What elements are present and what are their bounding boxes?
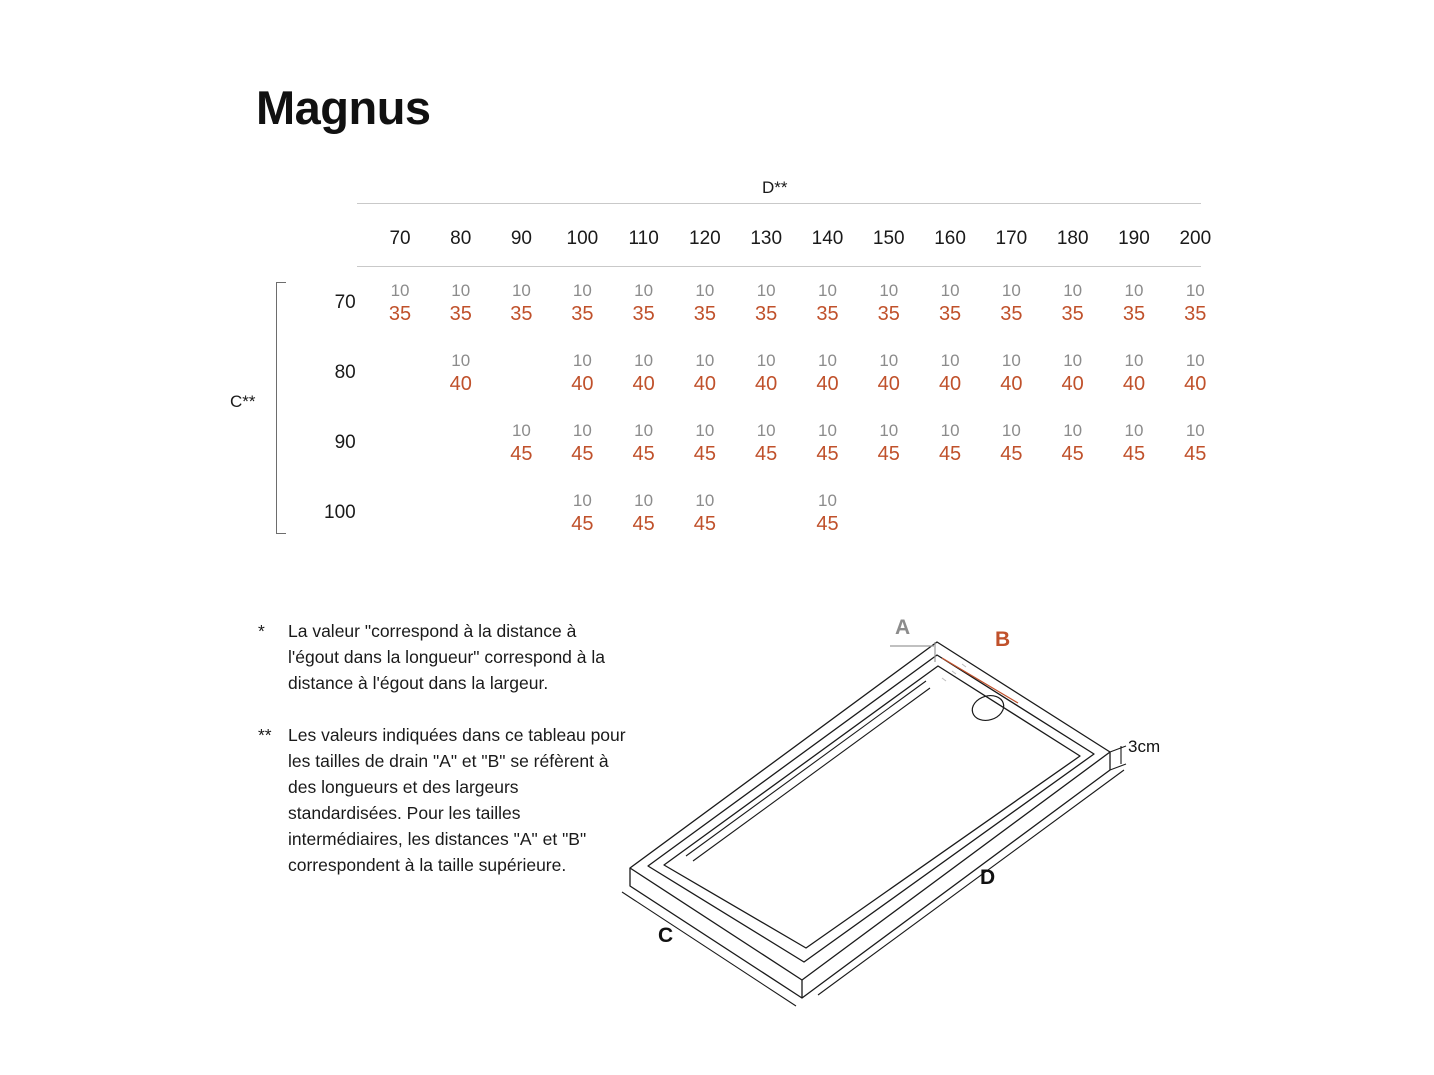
table-cell	[491, 478, 552, 548]
value-a: 10	[879, 351, 899, 370]
dim-line-d	[818, 770, 1124, 995]
value-b: 35	[1184, 303, 1207, 325]
col-header: 160	[934, 228, 966, 249]
value-a: 10	[451, 281, 471, 300]
table-cell	[1165, 478, 1226, 548]
shower-tray-diagram	[590, 600, 1210, 1020]
value-a: 10	[451, 351, 471, 370]
value-b: 40	[1122, 373, 1146, 395]
col-header: 120	[689, 228, 721, 249]
value-a: 10	[695, 491, 715, 510]
value-b: 45	[816, 443, 839, 465]
footnote-text: Les valeurs indiquées dans ce tableau pour les tailles de drain "A" et "B" se réfèrent à des longueurs et des largeurs standardisées. Pour les tailles intermédiaires, les distances "A" et "B" correspondent à la taille supérieure.	[288, 725, 626, 875]
tray-front-side	[802, 752, 1110, 998]
value-b: 35	[571, 303, 594, 325]
table-cell	[736, 268, 797, 338]
table-cell	[1165, 338, 1226, 408]
label-d: D	[980, 866, 996, 889]
table-cell	[1165, 268, 1226, 338]
value-a: 10	[1124, 421, 1144, 440]
value-b: 45	[816, 513, 839, 535]
value-b: 35	[510, 303, 533, 325]
value-a: 10	[1063, 421, 1083, 440]
value-a: 10	[511, 281, 531, 300]
value-a: 10	[1001, 281, 1021, 300]
table-cell	[491, 268, 552, 338]
footnote-marker: *	[258, 621, 265, 641]
value-a: 10	[695, 281, 715, 300]
table-cell	[491, 338, 552, 408]
col-header: 90	[510, 228, 532, 249]
table-cell	[552, 268, 613, 338]
footnote-text: La valeur "correspond à la distance à l'égout dans la longueur" correspond à la distance à l'égout dans la largeur.	[288, 621, 605, 693]
col-header: 190	[1118, 228, 1150, 249]
table-row	[286, 268, 1226, 338]
value-a: 10	[1063, 281, 1083, 300]
value-b: 40	[755, 373, 778, 395]
value-a: 10	[390, 281, 410, 300]
footnote-marker: **	[258, 725, 272, 745]
table-cell	[858, 338, 919, 408]
value-b: 40	[1184, 373, 1207, 395]
value-a: 10	[1185, 351, 1205, 370]
value-a: 10	[940, 281, 960, 300]
value-b: 35	[632, 303, 655, 325]
table-cell	[613, 478, 674, 548]
dim-leader-depth-top	[1110, 746, 1126, 752]
value-b: 35	[1061, 303, 1084, 325]
table-cell	[858, 408, 919, 478]
value-a: 10	[1124, 351, 1144, 370]
table-cell	[613, 408, 674, 478]
value-a: 10	[634, 491, 654, 510]
table-cell	[981, 408, 1042, 478]
footnotes	[258, 618, 628, 904]
table-header-row	[286, 210, 1226, 268]
row-header: 80	[334, 362, 356, 383]
value-a: 10	[818, 281, 837, 300]
value-b: 45	[632, 513, 655, 535]
table-cell	[370, 338, 431, 408]
table-cell	[1042, 338, 1103, 408]
value-b: 45	[1122, 443, 1146, 465]
table-row	[286, 478, 1226, 548]
drain-slot-line-1	[686, 681, 926, 856]
value-a: 10	[756, 421, 776, 440]
value-b: 45	[632, 443, 655, 465]
tray-basin-edge	[664, 666, 1080, 948]
value-b: 45	[693, 513, 716, 535]
value-b: 45	[1000, 443, 1023, 465]
row-bracket	[276, 282, 277, 534]
value-a: 10	[572, 281, 592, 300]
table-cell	[797, 478, 858, 548]
value-b: 35	[693, 303, 716, 325]
col-header: 70	[389, 228, 411, 249]
value-b: 35	[938, 303, 962, 325]
table-cell	[370, 478, 431, 548]
col-header: 170	[995, 228, 1028, 249]
label-a: A	[895, 616, 911, 639]
value-a: 10	[634, 351, 654, 370]
value-a: 10	[1185, 421, 1205, 440]
table-cell	[1103, 338, 1164, 408]
value-a: 10	[634, 421, 654, 440]
shower-tray-svg	[590, 600, 1210, 1020]
table-cell	[1042, 268, 1103, 338]
table-cell	[797, 408, 858, 478]
value-a: 10	[634, 281, 654, 300]
value-a: 10	[695, 421, 715, 440]
table-cell	[613, 268, 674, 338]
tray-left-side	[630, 868, 802, 998]
value-a: 10	[572, 491, 592, 510]
table-cell	[674, 408, 735, 478]
value-b: 45	[693, 443, 716, 465]
table-cell	[736, 478, 797, 548]
row-header: 100	[324, 502, 356, 523]
table-row	[286, 408, 1226, 478]
table-corner-cell	[286, 210, 370, 268]
value-b: 40	[938, 373, 962, 395]
value-a: 10	[940, 351, 960, 370]
table-cell	[981, 478, 1042, 548]
table-cell	[430, 408, 491, 478]
label-b: B	[995, 628, 1011, 651]
table-cell	[1103, 478, 1164, 548]
value-b: 45	[510, 443, 533, 465]
value-b: 45	[571, 513, 594, 535]
value-b: 40	[449, 373, 472, 395]
table-cell	[613, 338, 674, 408]
row-header: 90	[334, 432, 356, 453]
value-b: 40	[877, 373, 900, 395]
tray-rim-inner	[648, 655, 1094, 962]
footnote-single-asterisk	[258, 618, 628, 696]
table-cell	[430, 478, 491, 548]
value-a: 10	[940, 421, 960, 440]
table-cell	[797, 268, 858, 338]
row-header: 70	[334, 292, 356, 313]
value-a: 10	[1185, 281, 1205, 300]
table-cell	[430, 338, 491, 408]
value-a: 10	[1001, 351, 1021, 370]
value-b: 35	[1122, 303, 1146, 325]
drain-outlet-icon	[969, 692, 1007, 724]
value-b: 45	[938, 443, 962, 465]
value-b: 40	[1000, 373, 1023, 395]
table-top-rule	[357, 203, 1201, 204]
table-cell	[370, 408, 431, 478]
table-cell	[1103, 408, 1164, 478]
col-header: 180	[1056, 228, 1089, 249]
table-cell	[736, 338, 797, 408]
table-cell	[919, 408, 980, 478]
table-cell	[919, 338, 980, 408]
table-cell	[552, 408, 613, 478]
value-b: 35	[1000, 303, 1023, 325]
value-a: 10	[1124, 281, 1144, 300]
value-b: 45	[571, 443, 594, 465]
col-header: 80	[450, 228, 472, 249]
value-a: 10	[572, 351, 592, 370]
col-header: 100	[566, 228, 599, 249]
table-cell	[552, 478, 613, 548]
value-a: 10	[818, 351, 837, 370]
value-b: 35	[816, 303, 839, 325]
value-b: 40	[632, 373, 655, 395]
table-cell	[430, 268, 491, 338]
table-cell	[797, 338, 858, 408]
table-cell	[552, 338, 613, 408]
table-cell	[981, 338, 1042, 408]
dim-leader-depth-bottom	[1110, 764, 1126, 770]
matrix-table	[286, 210, 1226, 548]
column-axis-label: D**	[762, 178, 788, 197]
table-cell	[736, 408, 797, 478]
table-cell	[981, 268, 1042, 338]
table-cell	[1165, 408, 1226, 478]
table-cell	[1103, 268, 1164, 338]
value-b: 40	[693, 373, 716, 395]
table-cell	[491, 408, 552, 478]
footnote-double-asterisk	[258, 722, 628, 878]
page-title: Magnus	[256, 81, 431, 134]
table-row	[286, 338, 1226, 408]
table-cell	[370, 268, 431, 338]
table-cell	[919, 478, 980, 548]
table-cell	[858, 478, 919, 548]
value-b: 35	[877, 303, 900, 325]
value-b: 45	[877, 443, 900, 465]
value-b: 45	[755, 443, 778, 465]
table-cell	[858, 268, 919, 338]
value-a: 10	[756, 281, 776, 300]
label-c: C	[658, 924, 674, 947]
table-cell	[674, 478, 735, 548]
col-header: 110	[628, 228, 659, 249]
value-a: 10	[879, 281, 899, 300]
dim-line-b	[942, 658, 1018, 703]
value-a: 10	[818, 491, 837, 510]
label-depth: 3cm	[1128, 737, 1161, 756]
value-a: 10	[511, 421, 531, 440]
col-header: 150	[872, 228, 905, 249]
value-a: 10	[572, 421, 592, 440]
value-a: 10	[879, 421, 899, 440]
value-b: 45	[1061, 443, 1084, 465]
col-header: 200	[1179, 228, 1212, 249]
table-cell	[1042, 408, 1103, 478]
col-header: 140	[811, 228, 844, 249]
value-b: 40	[816, 373, 839, 395]
value-a: 10	[1001, 421, 1021, 440]
value-b: 35	[755, 303, 778, 325]
value-b: 45	[1184, 443, 1207, 465]
value-a: 10	[695, 351, 715, 370]
value-b: 35	[388, 303, 412, 325]
tray-outer-top	[630, 642, 1110, 980]
table-cell	[1042, 478, 1103, 548]
row-axis-label: C**	[230, 392, 256, 411]
value-b: 40	[571, 373, 594, 395]
dim-line-c	[622, 892, 796, 1006]
table-cell	[919, 268, 980, 338]
value-a: 10	[1063, 351, 1083, 370]
value-a: 10	[756, 351, 776, 370]
col-header: 130	[750, 228, 783, 249]
value-b: 40	[1061, 373, 1084, 395]
value-a: 10	[818, 421, 837, 440]
table-cell	[674, 268, 735, 338]
table-cell	[674, 338, 735, 408]
value-b: 35	[449, 303, 472, 325]
drain-slot-line-2	[693, 688, 930, 861]
